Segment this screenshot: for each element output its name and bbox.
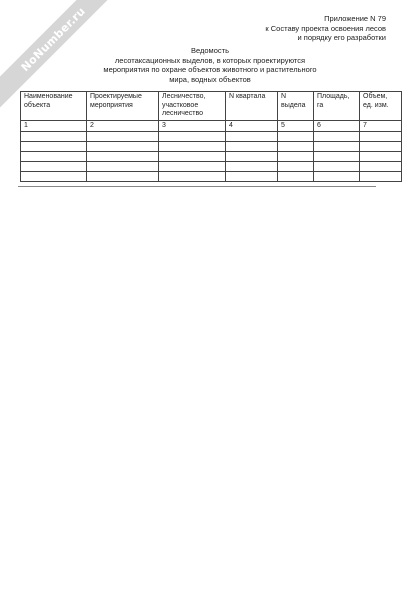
table-cell [360,132,402,142]
document-title [60,46,360,84]
table-cell [226,142,278,152]
table-row [21,132,402,142]
title-line-3: мира, водных объектов [169,74,251,84]
title-heading: Ведомость [191,46,229,55]
table-cell [278,172,314,182]
table-cell [159,162,226,172]
table-cell [314,172,360,182]
table-row [21,142,402,152]
appendix-reference [265,14,386,43]
table-row [21,152,402,162]
table-cell [159,142,226,152]
table-cell [360,142,402,152]
table-number-row [21,120,402,132]
column-number-cell: 5 [278,120,314,132]
horizontal-divider [18,186,376,187]
table-cell [278,142,314,152]
table-row [21,162,402,172]
table-cell [159,172,226,182]
table-cell [21,152,87,162]
table-header-row [21,92,402,121]
table-cell [360,162,402,172]
table-cell [87,152,159,162]
header-plot-number: N выдела [278,92,314,121]
statement-table [20,91,402,182]
table-cell [21,162,87,172]
table-cell [226,152,278,162]
appendix-line-1: Приложение N 79 [324,14,386,23]
table-cell [278,152,314,162]
appendix-line-2: к Составу проекта освоения лесов [265,23,386,33]
table-cell [21,172,87,182]
column-number-cell: 2 [87,120,159,132]
header-quarter-number: N квартала [226,92,278,121]
table-cell [226,132,278,142]
table-cell [278,162,314,172]
table-cell [21,132,87,142]
watermark-text: NoNumber.ru [18,4,88,74]
header-area: Площадь, га [314,92,360,121]
table-cell [159,152,226,162]
table-cell [314,142,360,152]
column-number-cell: 7 [360,120,402,132]
appendix-line-3: и порядку его разработки [297,33,386,42]
column-number-cell: 6 [314,120,360,132]
header-forestry: Лесничество, участковое лесничество [159,92,226,121]
table-row [21,172,402,182]
table-cell [360,152,402,162]
header-volume: Объем, ед. изм. [360,92,402,121]
table-cell [278,132,314,142]
table-cell [159,132,226,142]
column-number-cell: 1 [21,120,87,132]
table-cell [87,172,159,182]
header-planned-measures: Проектируемые мероприятия [87,92,159,121]
title-line-2: мероприятия по охране объектов животного и растительного [103,65,317,74]
table-cell [360,172,402,182]
column-number-cell: 4 [226,120,278,132]
column-number-cell: 3 [159,120,226,132]
table-cell [87,142,159,152]
header-object-name: Наименование объекта [21,92,87,121]
table-cell [21,142,87,152]
table-cell [314,132,360,142]
table-cell [87,132,159,142]
table-cell [87,162,159,172]
title-line-1: лесотаксационных выделов, в которых проектируются [114,55,306,65]
table-cell [226,172,278,182]
table-cell [314,162,360,172]
table-cell [226,162,278,172]
table-cell [314,152,360,162]
